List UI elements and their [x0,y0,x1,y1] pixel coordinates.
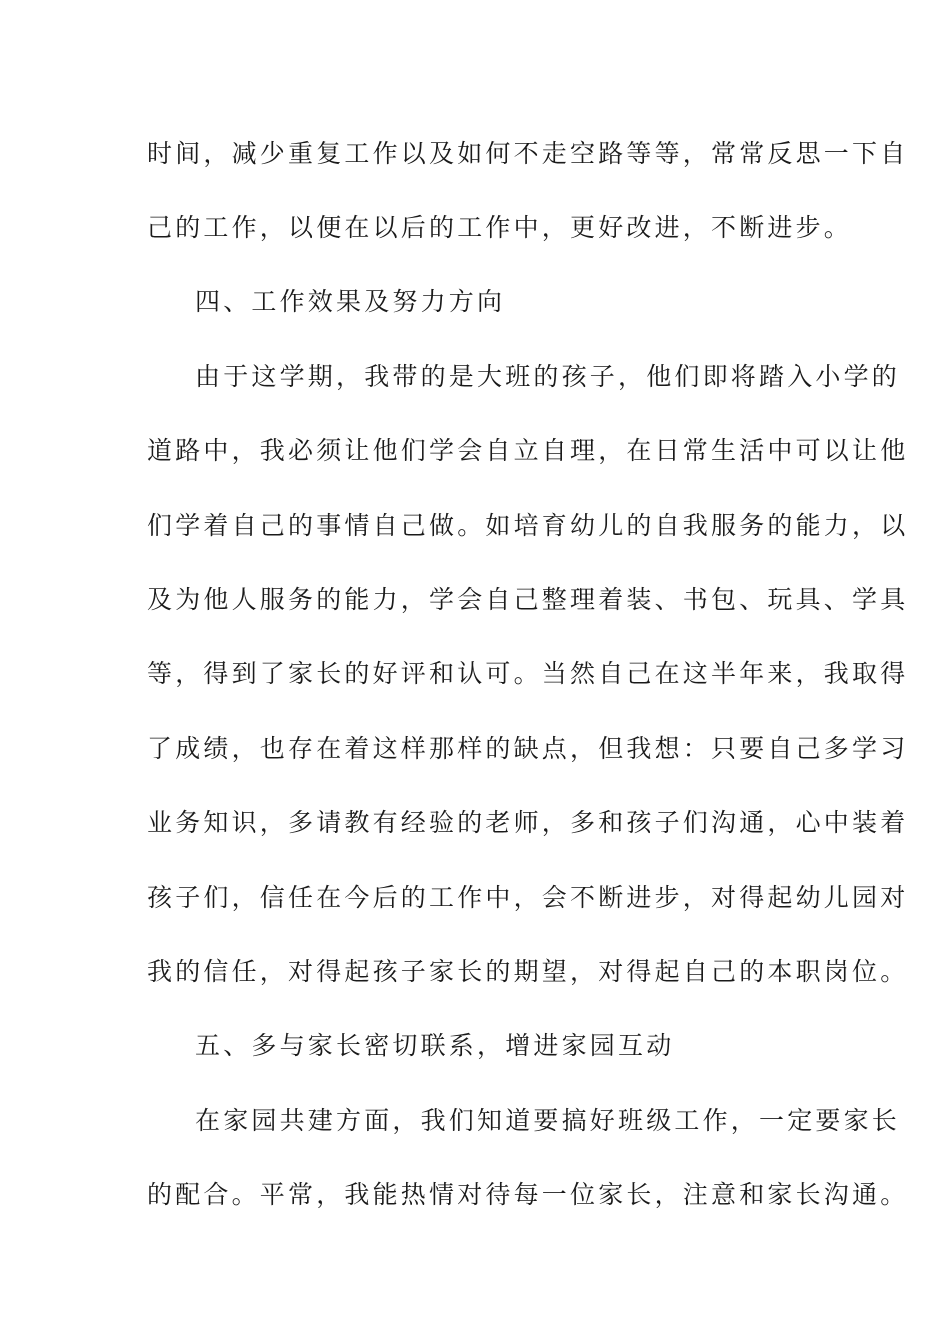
paragraph-line: 孩子们，信任在今后的工作中，会不断进步，对得起幼儿园对 [147,883,909,912]
paragraph-line: 及为他人服务的能力，学会自己整理着装、书包、玩具、学具 [147,585,909,614]
paragraph-line: 在家园共建方面，我们知道要搞好班级工作，一定要家长 [195,1106,901,1135]
section-heading: 四、工作效果及努力方向 [195,287,506,316]
section-heading: 五、多与家长密切联系，增进家园互动 [195,1031,675,1060]
paragraph-line: 我的信任，对得起孩子家长的期望，对得起自己的本职岗位。 [147,957,909,986]
paragraph-line: 等，得到了家长的好评和认可。当然自己在这半年来，我取得 [147,659,909,688]
paragraph-line: 由于这学期，我带的是大班的孩子，他们即将踏入小学的 [195,362,901,391]
paragraph-line: 了成绩，也存在着这样那样的缺点，但我想：只要自己多学习 [147,734,909,763]
paragraph-line: 道路中，我必须让他们学会自立自理，在日常生活中可以让他 [147,436,909,465]
paragraph-line: 业务知识，多请教有经验的老师，多和孩子们沟通，心中装着 [147,808,909,837]
paragraph-line: 时间，减少重复工作以及如何不走空路等等，常常反思一下自 [147,139,909,168]
paragraph-line: 们学着自己的事情自己做。如培育幼儿的自我服务的能力，以 [147,511,909,540]
paragraph-line: 的配合。平常，我能热情对待每一位家长，注意和家长沟通。 [147,1180,909,1209]
paragraph-line: 己的工作，以便在以后的工作中，更好改进，不断进步。 [147,213,853,242]
